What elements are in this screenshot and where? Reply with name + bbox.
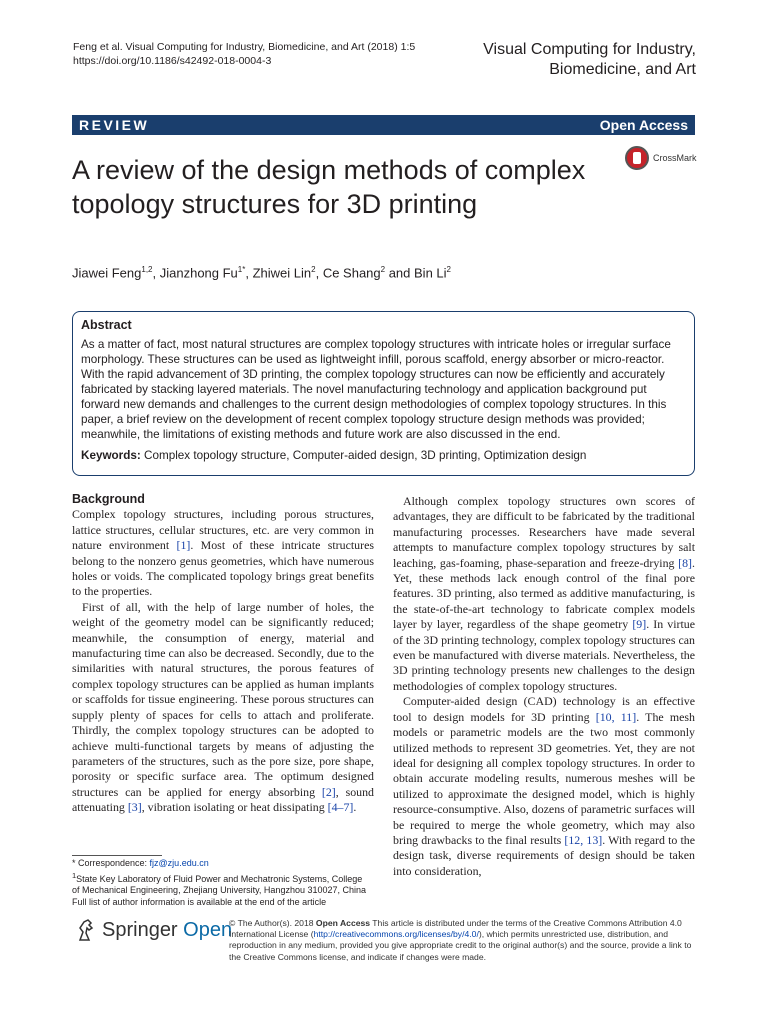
affiliation-text: State Key Laboratory of Fluid Power and Mechatronic Systems, College of Mechanical Engineering, Zhejiang University, Hangzhou 310027, China: [72, 873, 367, 896]
keywords: [81, 448, 686, 463]
text-run: First of all, with the help of large number of holes, the weight of the geometry model can be significantly reduced; meanwhile, the consumption of energy, material and manufacturing time can also be decreased. Secondly, due to the similarities with natural structures, the porous features of complex topology structures can be applied as human implants or scaffolds for tissue engineering. These porous structures can supply plenty of spaces for cells to attach and proliferate. Thirdly, the complex topology structures can be adopted to achieve multi-functional targets by means of adjusting the parameters of the structures, such as the pore size, pore shape, porosity or specific surface area. The optimum designed structures can be applied for energy absorbing: [72, 599, 374, 799]
publisher-name: [102, 919, 232, 942]
running-header: [73, 40, 415, 68]
author-name: Zhiwei Lin: [252, 265, 312, 281]
license-link[interactable]: http://creativecommons.org/licenses/by/4.0/: [313, 929, 479, 940]
crossmark-icon: [625, 146, 649, 170]
citation-link[interactable]: [3]: [127, 800, 142, 815]
abstract-heading: Abstract: [81, 318, 132, 332]
affiliation-sup: 1: [72, 870, 77, 880]
author-separator: ,: [315, 265, 323, 281]
author-affiliation-sup: 2: [311, 265, 316, 274]
author-list: [72, 265, 451, 280]
text-run: Although complex topology structures own scores of advantages, they are difficult to be fabricated by the traditional manufacturing processes. Researchers have made several attempts to manufacture complex topology structures by salt leaching, gas-foaming, phase-separation and freeze-drying: [393, 494, 695, 570]
citation-link[interactable]: [12, 13]: [564, 832, 603, 847]
author-affiliation-sup: 2: [446, 265, 451, 274]
article-type-banner: [72, 115, 695, 135]
publisher-name-open: Open: [183, 918, 233, 941]
author-name: Ce Shang: [322, 265, 381, 281]
citation-link[interactable]: [8]: [678, 555, 693, 570]
crossmark-badge[interactable]: [625, 146, 697, 170]
author-separator: and: [385, 265, 415, 281]
crossmark-label: CrossMark: [653, 153, 697, 163]
text-run: . Most of these intricate structures belong to the nonzero genus geometries, which have numerous holes or voids. The complicated topology brings great benefits to the properties.: [72, 538, 374, 599]
paragraph: [72, 600, 374, 816]
correspondence: [72, 858, 372, 870]
text-run: Complex topology structures, including porous structures, lattice structures, cellular structures, etc. are very common in nature environment: [72, 507, 374, 553]
citation-link[interactable]: [9]: [632, 617, 647, 632]
license-part1: This article is distributed under the terms of the Creative Commons Attribution 4.0 International License (: [229, 918, 682, 940]
correspondence-label: * Correspondence:: [72, 858, 150, 868]
paragraph: [72, 507, 374, 599]
author-name: Jianzhong Fu: [159, 265, 238, 281]
citation-link[interactable]: [1]: [176, 538, 191, 553]
springer-horse-icon: [76, 918, 96, 942]
citation-line: Feng et al. Visual Computing for Industry, Biomedicine, and Art (2018) 1:5: [73, 41, 416, 53]
open-access-label: Open Access: [599, 117, 688, 133]
license-copyright: © The Author(s). 2018: [229, 918, 316, 928]
doi-link[interactable]: https://doi.org/10.1186/s42492-018-0004-3: [73, 55, 272, 67]
abstract-text: As a matter of fact, most natural structures are complex topology structures with intricate holes or irregular surface morphology. These structures can be used as lightweight infill, porous scaffold, energy absorber or micro-reactor. With the rapid advancement of 3D printing, the complex topology structures can now be efficiently and accurately fabricated by stacking layered materials. The novel manufacturing technology and application background put forward new demands and challenges to the current design methodologies of complex topology structures. In this paper, a brief review on the development of recent complex topology structure design methods was provided; meanwhile, the limitations of existing methods and future work are also discussed in the end.: [81, 338, 671, 441]
abstract-box: [72, 311, 695, 476]
journal-name: [376, 40, 696, 80]
paragraph: [393, 494, 695, 694]
publisher-logo: [76, 918, 232, 942]
license-text: [229, 918, 695, 963]
author-separator: ,: [152, 265, 160, 281]
publisher-name-main: Springer: [102, 918, 178, 941]
text-run: , sound attenuating: [72, 784, 374, 815]
section-heading: Background: [72, 492, 145, 506]
journal-name-line2: Biomedicine, and Art: [549, 61, 696, 78]
journal-name-line1: Visual Computing for Industry,: [483, 41, 696, 58]
author-name: Jiawei Feng: [72, 265, 142, 281]
author-name: Bin Li: [414, 265, 447, 281]
article-type: REVIEW: [79, 117, 150, 133]
footnote: [72, 858, 372, 908]
citation-link[interactable]: [2]: [321, 784, 336, 799]
text-run: , vibration isolating or heat dissipating: [141, 800, 328, 815]
body-column-left: [72, 492, 374, 816]
author-affiliation-sup: 1*: [237, 265, 246, 274]
text-run: .: [353, 800, 357, 815]
keywords-text: Complex topology structure, Computer-aided design, 3D printing, Optimization design: [144, 449, 587, 462]
text-run: . With regard to the design task, diverse requirements of design should be taken into consideration,: [393, 832, 695, 878]
author-affiliation-sup: 1,2: [141, 265, 153, 274]
affiliation: [72, 870, 372, 897]
more-info: Full list of author information is available at the end of the article: [72, 896, 327, 907]
citation-link[interactable]: [4–7]: [327, 800, 354, 815]
text-run: . In virtue of the 3D printing technology, complex topology structures can even be manufactured with diverse materials. Nevertheless, the 3D printing technology presents new challenges to the design methodologies of complex topology structures.: [393, 617, 695, 693]
license-oa-label: Open Access: [315, 918, 371, 928]
author-separator: ,: [245, 265, 253, 281]
citation-link[interactable]: [10, 11]: [595, 709, 637, 724]
email-link[interactable]: fjz@zju.edu.cn: [149, 858, 209, 868]
text-run: . The mesh models or parametric models are the two most commonly utilized methods to represent 3D geometries. Yet, they are not ideal for designing all complex topology structures. In order to obtain accurate modeling results, numerous meshes will be utilized to approximate the designed model, which is highly resource-consumptive. Also, dozens of parametric surfaces will be required to merge the whole geometry, which may also bring drawbacks to the final results: [393, 709, 695, 847]
paragraph: [393, 694, 695, 879]
footnote-divider: [72, 855, 162, 856]
license-part2: ), which permits unrestricted use, distribution, and reproduction in any medium, provided you give appropriate credit to the original author(s) and the source, provide a link to the Creative Commons license, and indicate if changes were made.: [229, 929, 692, 962]
text-run: Computer-aided design (CAD) technology is an effective tool to design models for 3D printing: [393, 694, 695, 724]
article-title: A review of the design methods of complex topology structures for 3D printing: [72, 155, 586, 219]
text-run: . Yet, these methods lack enough control of the final pore features. 3D printing, also termed as additive manufacturing, is the state-of-the-art technology to fabricate complex models layer by layer, regardless of the shape geometry: [393, 555, 695, 632]
body-column-right: [393, 494, 695, 879]
keywords-label: Keywords:: [81, 449, 141, 462]
author-affiliation-sup: 2: [380, 265, 386, 274]
